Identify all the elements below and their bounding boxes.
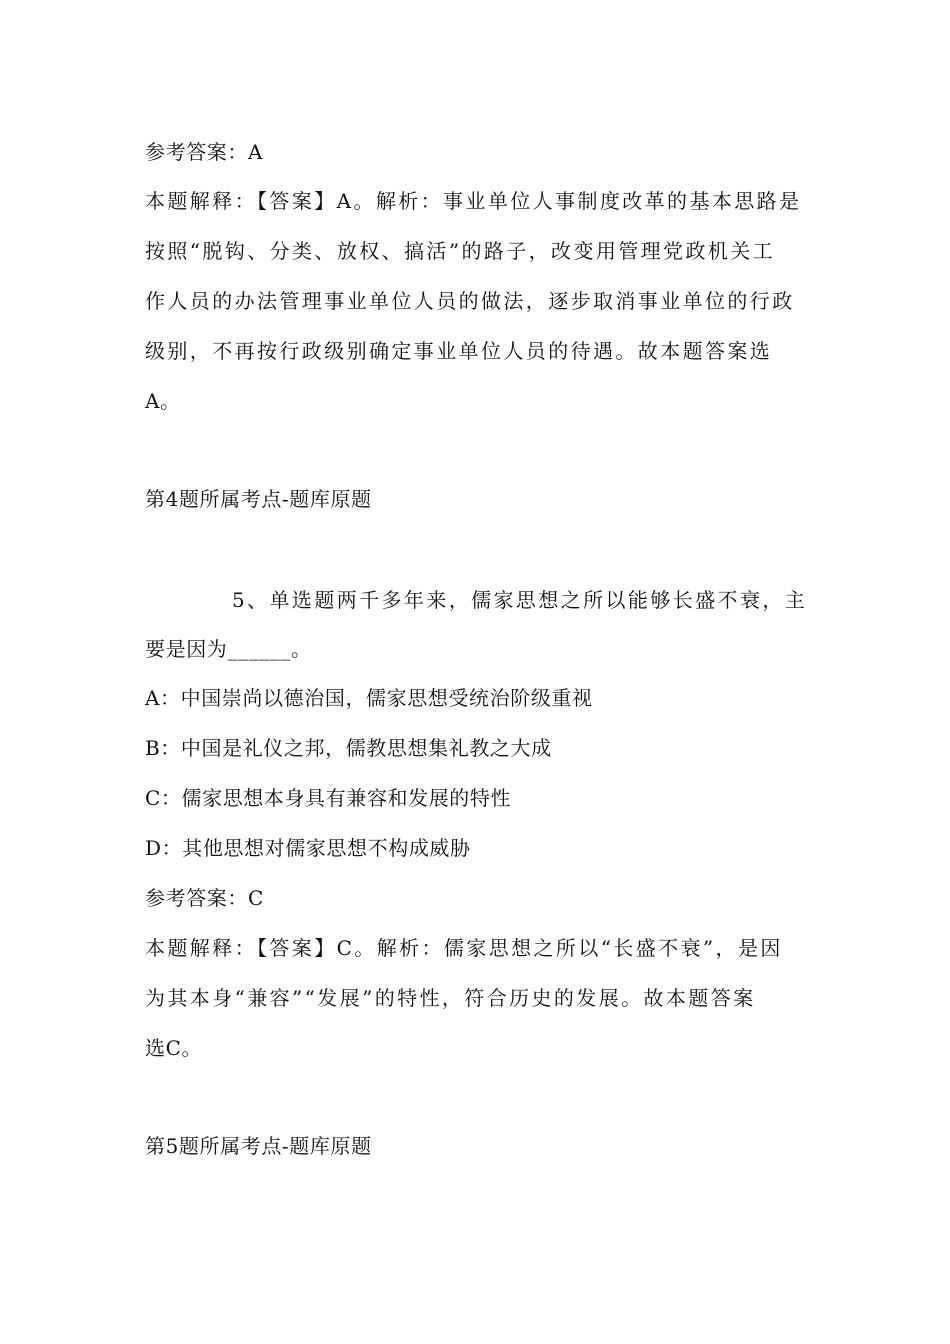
q4-explanation-line-3: 作人员的办法管理事业单位人员的做法，逐步取消事业单位的行政 [145, 289, 795, 313]
q5-option-b: B：中国是礼仪之邦，儒教思想集礼教之大成 [145, 736, 552, 760]
q5-option-a: A：中国崇尚以德治国，儒家思想受统治阶级重视 [145, 686, 593, 710]
q5-explanation-line-2: 为其本身“兼容”“发展”的特性，符合历史的发展。故本题答案 [145, 986, 756, 1010]
q5-explanation-line-1: 本题解释：【答案】C。解析：儒家思想之所以“长盛不衰”，是因 [145, 936, 783, 960]
q5-option-d: D：其他思想对儒家思想不构成威胁 [145, 836, 471, 860]
q5-source: 第5题所属考点-题库原题 [145, 1134, 372, 1158]
q5-explanation-line-3: 选C。 [145, 1036, 203, 1060]
q4-explanation-line-4: 级别，不再按行政级别确定事业单位人员的待遇。故本题答案选 [145, 339, 773, 363]
q5-stem-line-2: 要是因为______。 [145, 637, 312, 661]
q5-stem-line-1: 5、单选题两千多年来，儒家思想之所以能够长盛不衰，主 [232, 588, 808, 612]
q4-explanation-line-2: 按照“脱钩、分类、放权、搞活”的路子，改变用管理党政机关工 [145, 239, 776, 263]
q4-answer: 参考答案：A [145, 140, 264, 164]
q4-explanation-line-1: 本题解释：【答案】A。解析：事业单位人事制度改革的基本思路是 [145, 189, 802, 213]
q5-answer: 参考答案：C [145, 886, 264, 910]
q4-explanation-line-5: A。 [145, 389, 181, 413]
q5-option-c: C：儒家思想本身具有兼容和发展的特性 [145, 786, 512, 810]
q4-source: 第4题所属考点-题库原题 [145, 487, 372, 511]
